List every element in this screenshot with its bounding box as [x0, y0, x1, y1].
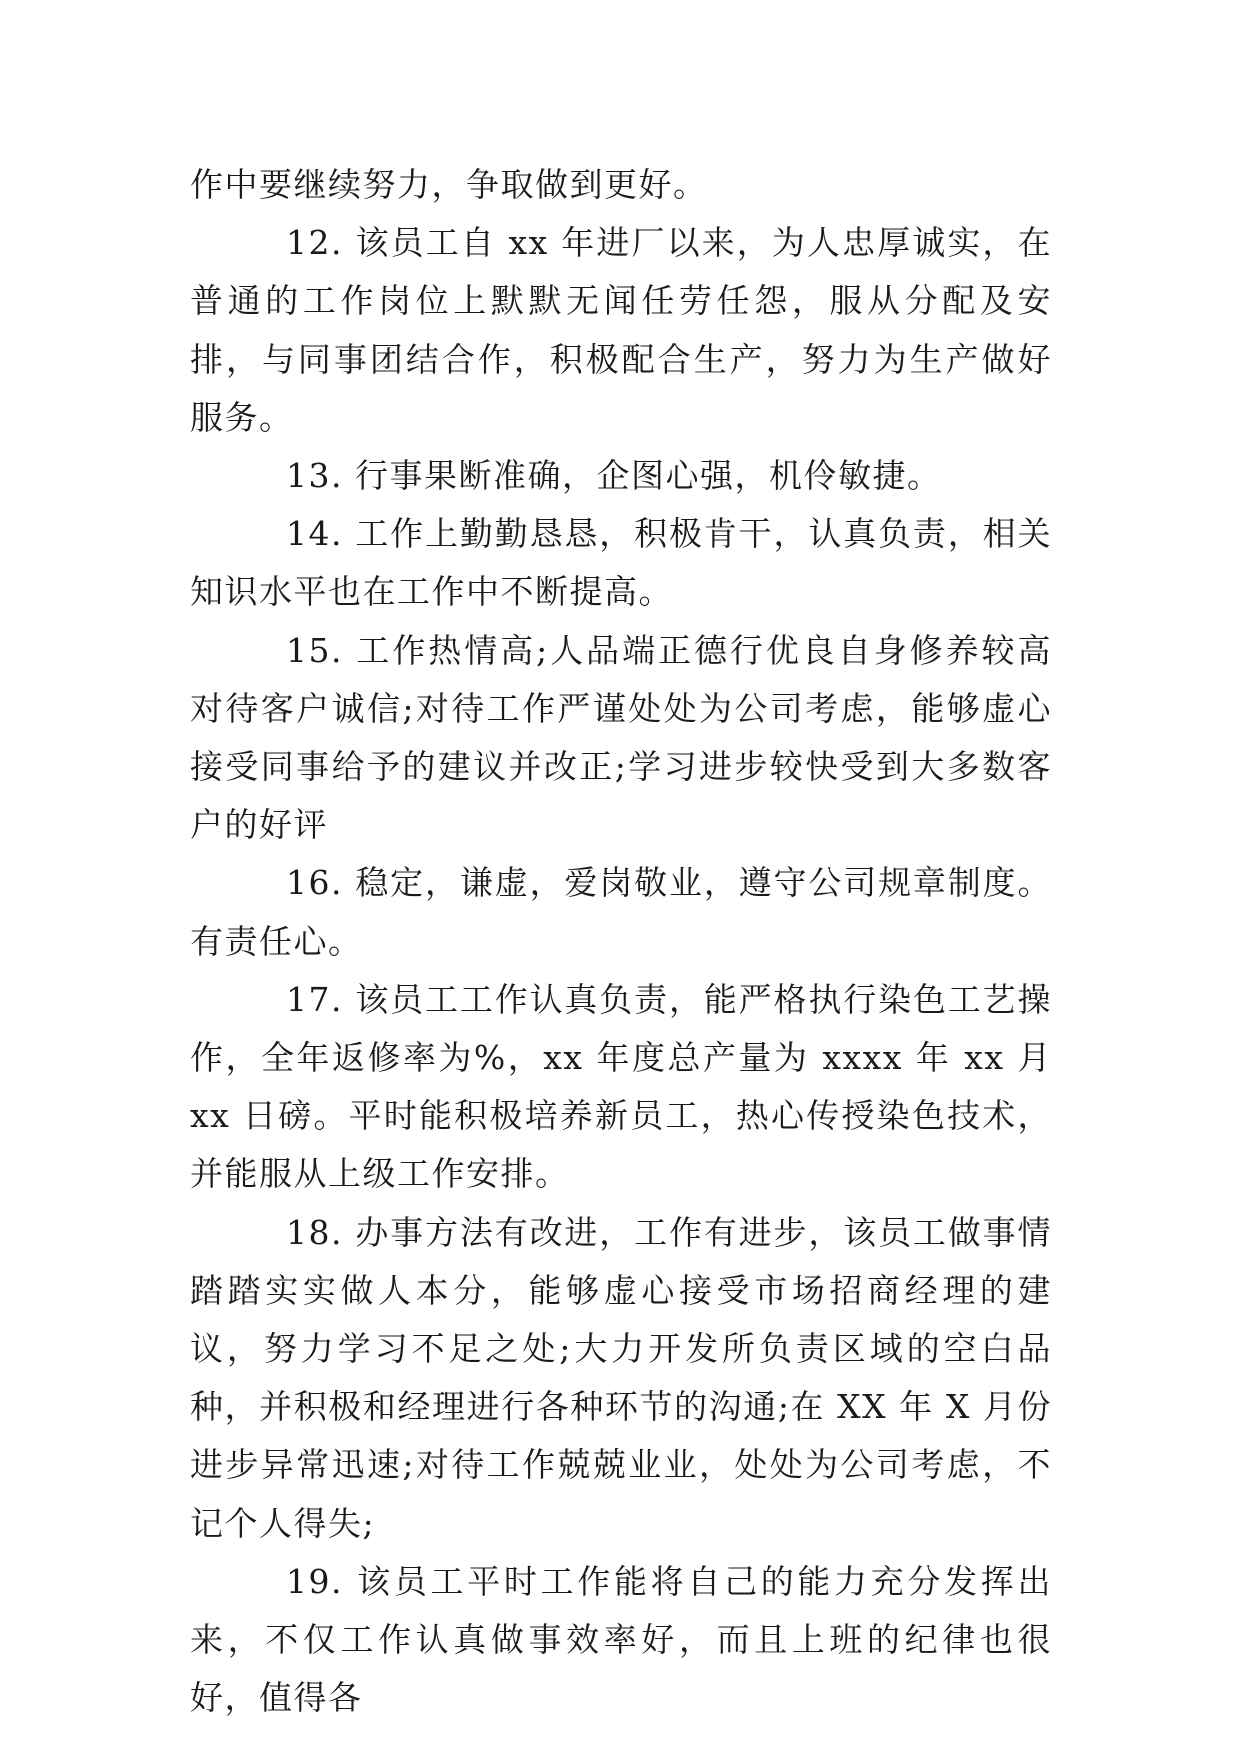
paragraph-item-12: 12. 该员工自 xx 年进厂以来，为人忠厚诚实，在普通的工作岗位上默默无闻任劳任怨，服从分配及安排，与同事团结合作，积极配合生产，努力为生产做好服务。: [190, 223, 1052, 437]
paragraph-continuation: 作中要继续努力，争取做到更好。: [190, 165, 708, 204]
paragraph-item-16: 16. 稳定，谦虚，爱岗敬业，遵守公司规章制度。有责任心。: [190, 863, 1052, 961]
paragraph-item-19: 19. 该员工平时工作能将自己的能力充分发挥出来，不仅工作认真做事效率好，而且上班的纪律也很好，值得各: [190, 1561, 1052, 1718]
paragraph-item-17: 17. 该员工工作认真负责，能严格执行染色工艺操作，全年返修率为%，xx 年度总产量为 xxxx 年 xx 月 xx 日磅。平时能积极培养新员工，热心传授染色技术，并能服从上级工作安排。: [190, 979, 1052, 1194]
paragraph-item-15: 15. 工作热情高;人品端正德行优良自身修养较高对待客户诚信;对待工作严谨处处为公司考虑，能够虚心接受同事给予的建议并改正;学习进步较快受到大多数客户的好评: [190, 630, 1052, 845]
paragraph-item-14: 14. 工作上勤勤恳恳，积极肯干，认真负责，相关知识水平也在工作中不断提高。: [190, 514, 1052, 612]
document-body: [190, 156, 1052, 1727]
paragraph-item-18: 18. 办事方法有改进，工作有进步，该员工做事情踏踏实实做人本分，能够虚心接受市场招商经理的建议，努力学习不足之处;大力开发所负责区域的空白品种，并积极和经理进行各种环节的沟通;在 XX 年 X 月份进步异常迅速;对待工作兢兢业业，处处为公司考虑，不记个人得失;: [190, 1212, 1052, 1543]
paragraph-item-13: 13. 行事果断准确，企图心强，机伶敏捷。: [286, 456, 942, 496]
